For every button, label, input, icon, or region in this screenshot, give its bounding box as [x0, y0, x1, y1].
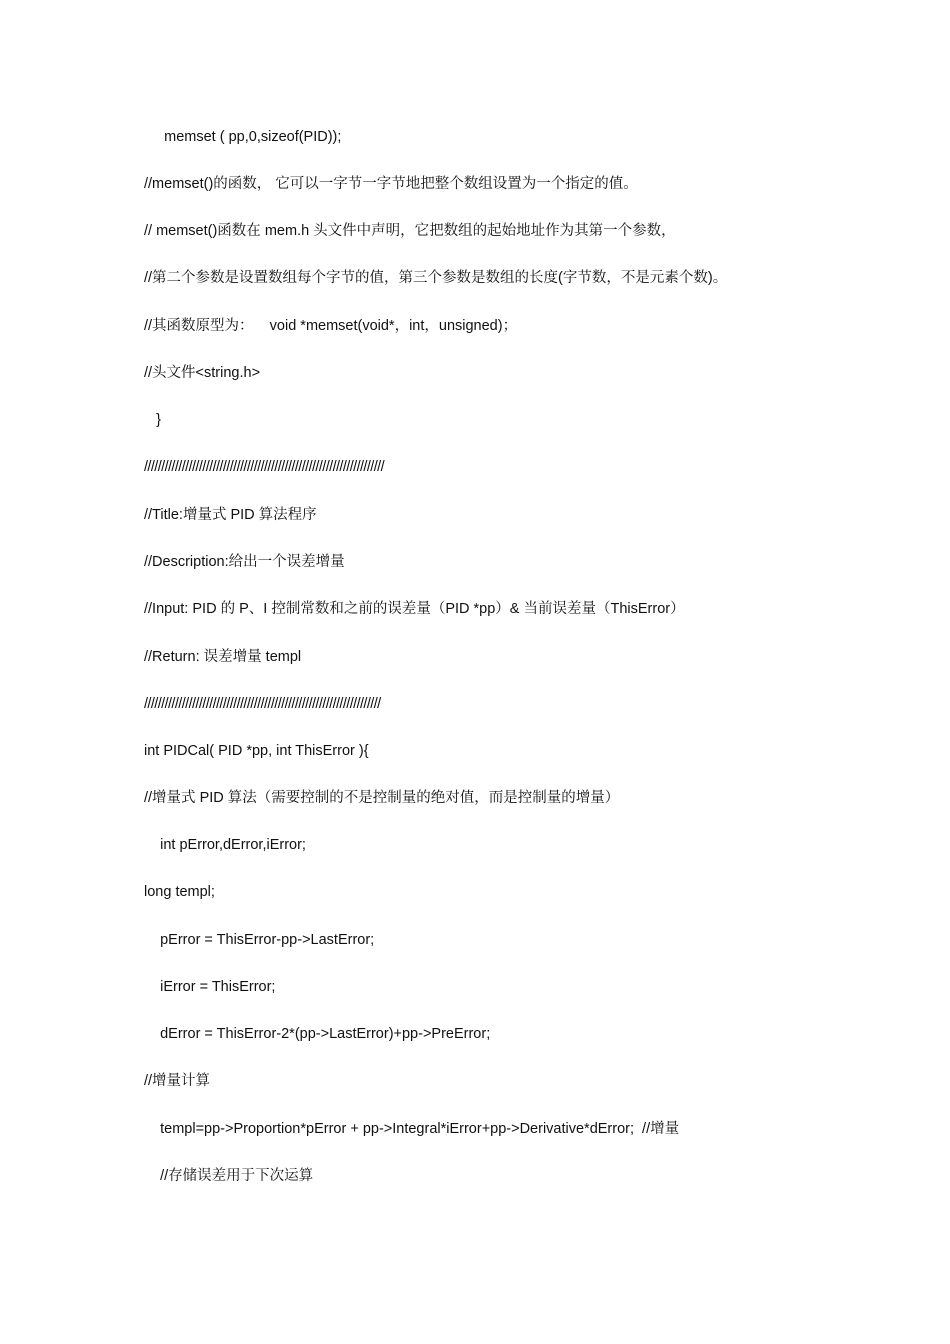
comment-line-description: //Description:给出一个误差增量: [144, 554, 345, 570]
comment-divider-top: //////////////////////////////////////////////////////////////////////: [144, 459, 385, 475]
comment-line-store-error: //存储误差用于下次运算: [144, 1168, 314, 1184]
comment-line-memset-prototype: //其函数原型为： void *memset(void*，int，unsigned)；: [144, 318, 518, 334]
code-line-ierror-assignment: iError = ThisError;: [144, 979, 276, 995]
code-line-function-signature: int PIDCal( PID *pp, int ThisError ){: [144, 743, 369, 759]
code-line-templ-calculation: templ=pp->Proportion*pError + pp->Integral*iError+pp->Derivative*dError; //增量: [144, 1121, 680, 1137]
code-line-error-declarations: int pError,dError,iError;: [144, 837, 306, 853]
comment-line-return: //Return: 误差增量 templ: [144, 649, 302, 665]
comment-line-input: //Input: PID 的 P、I 控制常数和之前的误差量（PID *pp）& 当前误差量（ThisError）: [144, 601, 685, 617]
code-line-memset-call: memset ( pp,0,sizeof(PID));: [144, 129, 342, 145]
comment-line-increment-calc: //增量计算: [144, 1073, 211, 1089]
comment-line-memset-description: //memset()的函数， 它可以一字节一字节地把整个数组设置为一个指定的值。: [144, 176, 638, 192]
comment-divider-bottom: /////////////////////////////////////////////////////////////////////: [144, 696, 381, 712]
comment-line-algorithm-note: //增量式 PID 算法（需要控制的不是控制量的绝对值，而是控制量的增量）: [144, 790, 620, 806]
code-line-closing-brace: }: [144, 412, 161, 428]
comment-line-title: //Title:增量式 PID 算法程序: [144, 507, 317, 523]
code-line-perror-assignment: pError = ThisError-pp->LastError;: [144, 932, 375, 948]
comment-line-memset-params: //第二个参数是设置数组每个字节的值，第三个参数是数组的长度(字节数，不是元素个数)。: [144, 270, 728, 286]
comment-line-memset-header: // memset()函数在 mem.h 头文件中声明，它把数组的起始地址作为其第一个参数，: [144, 223, 676, 239]
code-line-derror-assignment: dError = ThisError-2*(pp->LastError)+pp->PreError;: [144, 1026, 491, 1042]
code-line-templ-declaration: long templ;: [144, 884, 215, 900]
comment-line-header-file: //头文件<string.h>: [144, 365, 261, 381]
